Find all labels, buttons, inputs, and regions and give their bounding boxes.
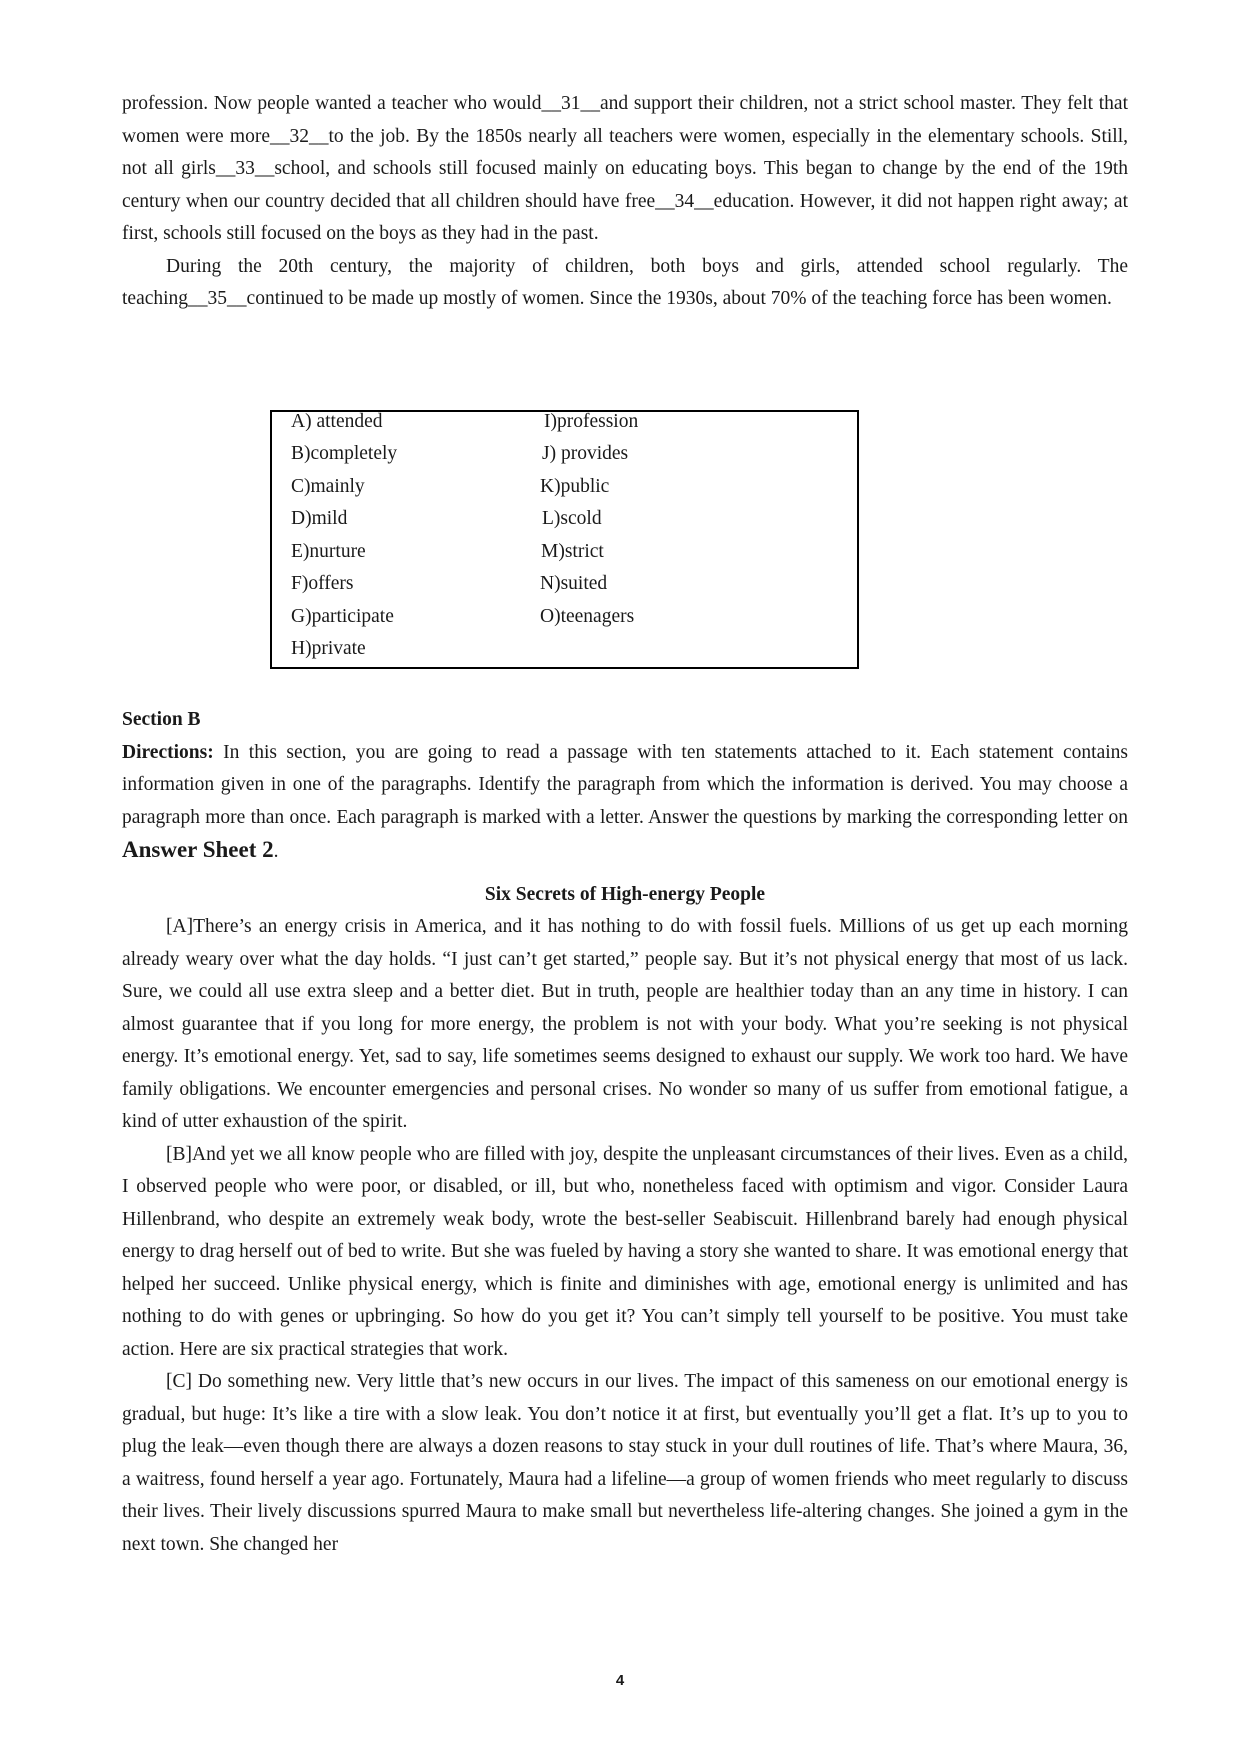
- paragraph-cloze-2: During the 20th century, the majority of children, both boys and girls, attended school regularly. The teaching__35__continued to be made up mostly of women. Since the 1930s, about 70% of the teaching force has been women.: [122, 255, 1128, 309]
- option-c: C)mainly: [291, 476, 365, 497]
- passage-top: [122, 88, 1128, 316]
- option-n: N)suited: [540, 573, 608, 594]
- option-i: I)profession: [544, 411, 639, 432]
- answer-sheet-ref: Answer Sheet 2: [122, 837, 274, 862]
- section-heading: Section B: [122, 709, 201, 730]
- option-e: E)nurture: [291, 541, 366, 562]
- paragraph-c: [C] Do something new. Very little that’s new occurs in our lives. The impact of this sameness on our emotional energy is gradual, but huge: It’s like a tire with a slow leak. You don’t notice it at first, but eventually you’ll get a flat. It’s up to you to plug the leak—even though there are always a dozen reasons to stay stuck in your dull routines of life. That’s where Maura, 36, a waitress, found herself a year ago. Fortunately, Maura had a lifeline—a group of women friends who meet regularly to discuss their lives. Their lively discussions spurred Maura to make small but nevertheless life-altering changes. She joined a gym in the next town. She changed her: [122, 1371, 1128, 1555]
- option-d: D)mild: [291, 508, 348, 529]
- passage-title: Six Secrets of High-energy People: [484, 883, 766, 905]
- option-l: L)scold: [542, 508, 602, 529]
- word-bank-box: [270, 410, 859, 669]
- page-number: 4: [615, 1672, 625, 1689]
- option-h: H)private: [291, 638, 366, 659]
- option-f: F)offers: [291, 573, 354, 594]
- option-k: K)public: [540, 476, 610, 497]
- option-j: J) provides: [542, 443, 629, 464]
- option-g: G)participate: [291, 606, 394, 627]
- directions-end: .: [273, 841, 279, 862]
- option-b: B)completely: [291, 443, 398, 464]
- option-o: O)teenagers: [540, 606, 635, 627]
- option-a: A) attended: [291, 411, 383, 432]
- directions-label: Directions:: [122, 741, 214, 763]
- paragraph-a: [A]There’s an energy crisis in America, and it has nothing to do with fossil fuels. Millions of us get up each morning already weary over what the day holds. “I just can’t get started,” people say. But it’s not physical energy that most of us lack. Sure, we could all use extra sleep and a better diet. But in truth, people are healthier today than an any time in history. I can almost guarantee that if you long for more energy, the problem is not with your body. What you’re seeking is not physical energy. It’s emotional energy. Yet, sad to say, life sometimes seems designed to exhaust our supply. We work too hard. We have family obligations. We encounter emergencies and personal crises. No wonder so many of us suffer from emotional fatigue, a kind of utter exhaustion of the spirit.: [122, 916, 1128, 1132]
- option-m: M)strict: [541, 541, 604, 562]
- directions: [122, 737, 1128, 869]
- directions-text: In this section, you are going to read a passage with ten statements attached to it. Each statement contains information given in one of the paragraphs. Identify the paragraph from which the information is derived. You may choose a paragraph more than once. Each paragraph is marked with a letter. Answer the questions by marking the corresponding letter on: [122, 741, 1128, 828]
- paragraph-b: [B]And yet we all know people who are filled with joy, despite the unpleasant circumstances of their lives. Even as a child, I observed people who were poor, or disabled, or ill, but who, nonetheless faced with optimism and vigor. Consider Laura Hillenbrand, who despite an extremely weak body, wrote the best-seller Seabiscuit. Hillenbrand barely had enough physical energy to drag herself out of bed to write. But she was fueled by having a story she wanted to share. It was emotional energy that helped her succeed. Unlike physical energy, which is finite and diminishes with age, emotional energy is unlimited and has nothing to do with genes or upbringing. So how do you get it? You can’t simply tell yourself to be positive. You must take action. Here are six practical strategies that work.: [122, 1143, 1128, 1360]
- section-b: [122, 704, 1128, 1561]
- paragraph-cloze-1: profession. Now people wanted a teacher who would__31__and support their children, not a strict school master. They felt that women were more__32__to the job. By the 1850s nearly all teachers were women, especially in the elementary schools. Still, not all girls__33__school, and schools still focused mainly on educating boys. This began to change by the end of the 19th century when our country decided that all children should have free__34__education. However, it did not happen right away; at first, schools still focused on the boys as they had in the past.: [122, 93, 1128, 244]
